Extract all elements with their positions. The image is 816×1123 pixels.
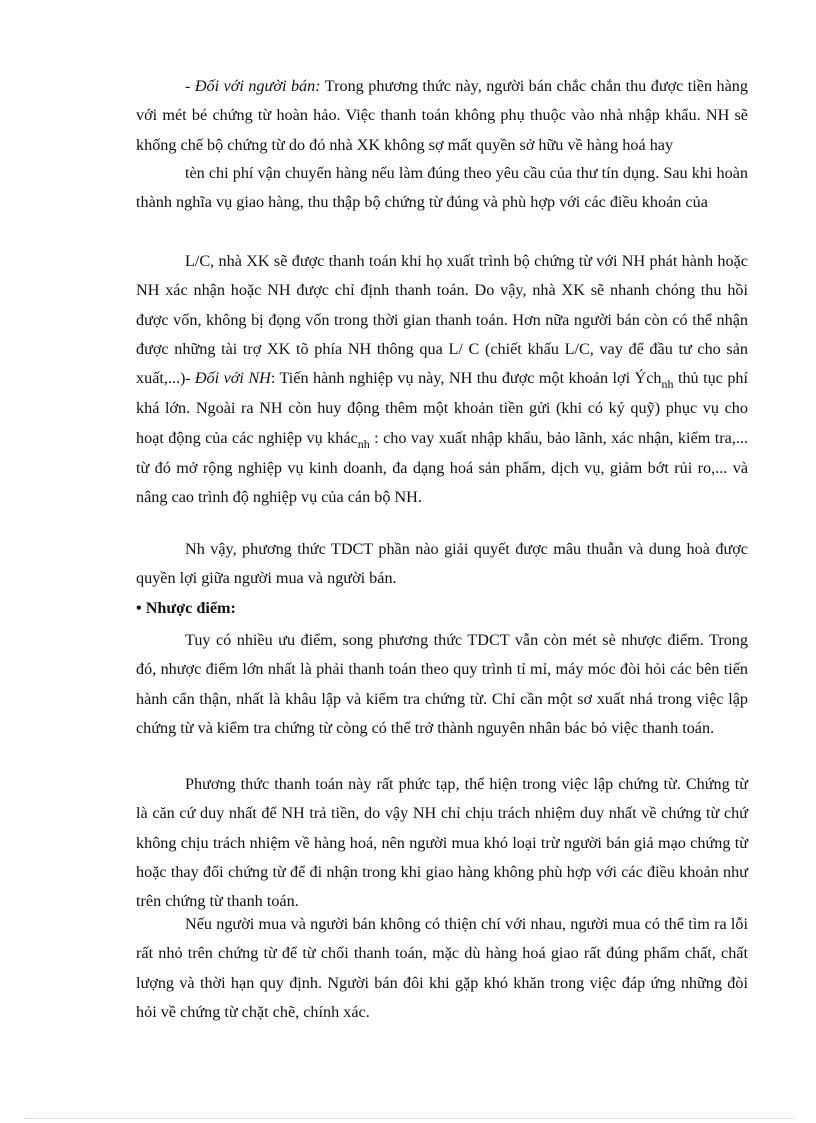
shipping-text: tèn chi phí vận chuyển hàng nếu làm đúng theo yêu cầu của thư tín dụng. Sau khi hoàn thành nghĩa vụ giao hàng, thu thập bộ chứng từ đúng và phù hợp với các điều khoản của	[136, 164, 748, 212]
paragraph-disadvantage-3	[136, 910, 748, 1027]
bank-sub-b: nh	[357, 436, 370, 451]
conclusion-text: vậy, phương thức TDCT phần nào giải quyết được mâu thuẫn và dung hoà được quyền lợi giữa người mua và người bán.	[136, 540, 748, 588]
lc-text: L/C, nhà XK sẽ được thanh toán khi họ xuất trình bộ chứng từ với NH phát hành hoặc NH xác nhận hoặc NH được chỉ định thanh toán. Do vậy, nhà XK sẽ nhanh chóng thu hồi được vốn, không bị đọng vốn trong thời gian thanh toán. Hơn nữa người bán còn có thể nhận được những tài trợ XK tõ phía NH thông qua L/ C (chiết khấu L/C, vay để đầu tư cho sản xuất,...)	[136, 252, 748, 388]
paragraph-disadvantage-2	[136, 770, 748, 916]
paragraph-conclusion	[136, 535, 748, 594]
seller-text: Trong phương thức này, người bán chắc chắn thu được tiền hàng với mét bé chứng từ hoàn hảo. Việc thanh toán không phụ thuộc vào nhà nhập khẩu. NH sẽ khống chế bộ chứng từ do đó nhà XK không sợ mất quyền sở hữu về hàng hoá hay	[136, 77, 748, 154]
footer-dotted-line	[24, 1118, 794, 1119]
bank-text-a: : Tiến hành nghiệp vụ này, NH thu được một khoản lợi Ých	[270, 369, 662, 387]
bank-sub-a: nh	[661, 377, 674, 391]
disadvantage-3-text: Nếu người mua và người bán không có thiện chí với nhau, người mua có thể tìm ra lỗi rất nhỏ trên chứng từ để từ chối thanh toán, mặc dù hàng hoá giao rất đúng phẩm chất, chất lượng và thời hạn quy định. Người bán đôi khi gặp khó khăn trong việc đáp ứng những đòi hỏi về chứng từ chặt chẽ, chính xác.	[136, 915, 748, 1021]
disadvantage-2-text: Phương thức thanh toán này rất phức tạp, thể hiện trong việc lập chứng từ. Chứng từ là căn cứ duy nhất để NH trả tiền, do vậy NH chỉ chịu trách nhiệm duy nhất về chứng từ chứ không chịu trách nhiệm về hàng hoá, nên người mua khó loại trừ người bán giả mạo chứng từ hoặc thay đổi chứng từ để đi nhận trong khi giao hàng không phù hợp với các điều khoản như trên chứng từ thanh toán.	[136, 775, 748, 911]
paragraph-seller-benefits	[136, 72, 748, 160]
paragraph-bank-benefits	[136, 364, 748, 512]
bank-label: - Đối với NH	[185, 369, 271, 387]
heading-disadvantages: • Nhược điểm:	[136, 599, 236, 617]
paragraph-shipping	[136, 159, 748, 218]
bank-text-c: : cho vay xuất nhập khẩu, bảo lãnh, xác nhận, kiểm tra,... từ đó mở rộng nghiệp vụ kinh doanh, đa dạng hoá sản phẩm, dịch vụ, giảm bớt rủi ro,... và nâng cao trình độ nghiệp vụ của cán bộ NH.	[136, 428, 748, 507]
conclusion-lead: Nh	[185, 540, 205, 558]
paragraph-disadvantage-1	[136, 626, 748, 743]
disadvantage-1-text: Tuy có nhiều ưu điểm, song phương thức TDCT vẫn còn mét sè nhược điểm. Trong đó, nhược điểm lớn nhất là phải thanh toán theo quy trình tỉ mỉ, máy móc đòi hỏi các bên tiến hành cẩn thận, nhất là khâu lập và kiểm tra chứng từ. Chỉ cần một sơ xuất nhá trong việc lập chứng từ và kiểm tra chứng từ còng có thể trở thành nguyên nhân bác bỏ việc thanh toán.	[136, 631, 748, 737]
bank-text-b: thủ tục phí khá lớn. Ngoài ra NH còn huy động thêm một khoản tiền gửi (khi có ký quỹ) phục vụ cho hoạt động của các nghiệp vụ khác	[136, 369, 749, 447]
seller-label: - Đối với người bán:	[185, 77, 321, 95]
